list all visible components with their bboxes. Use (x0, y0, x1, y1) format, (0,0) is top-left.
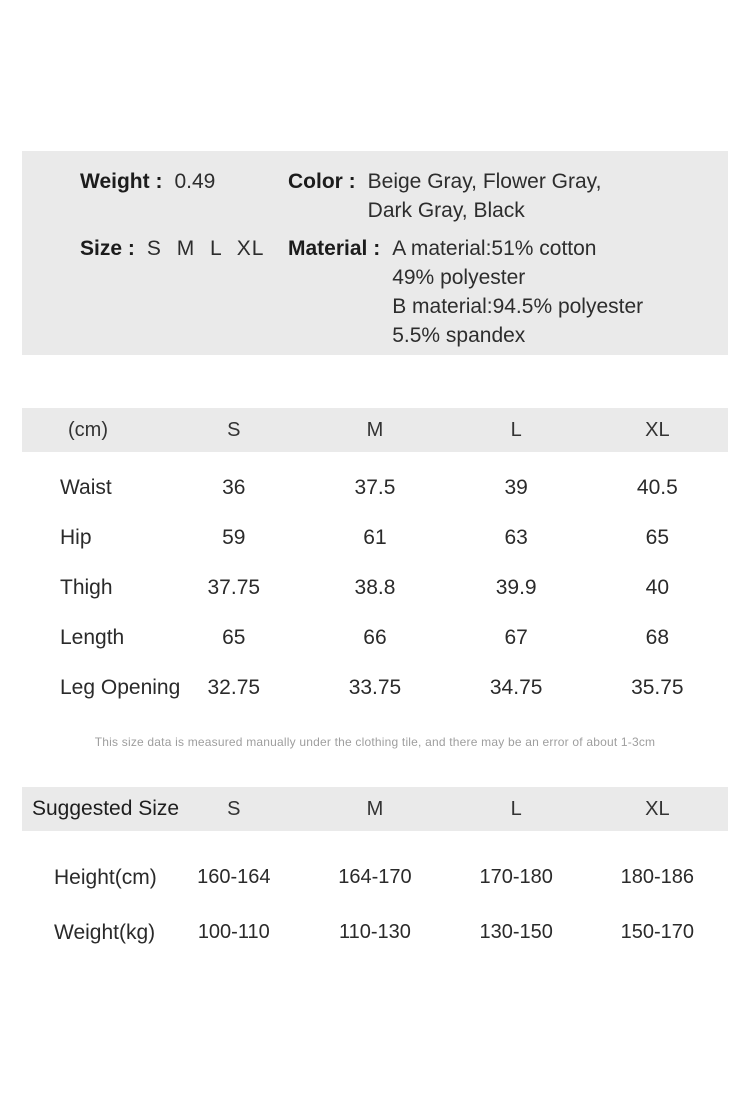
size-value: S M L XL (146, 237, 265, 260)
suggested-size-title: Suggested Size (32, 797, 180, 820)
table-row-waist (22, 463, 728, 513)
cell-value: 40.5 (636, 476, 678, 499)
material-label: Material : (288, 237, 381, 260)
cell-value: 40 (645, 576, 670, 599)
cell-value: 32.75 (207, 676, 261, 699)
weight-label: Weight : (80, 170, 163, 193)
cell-value: 150-170 (620, 921, 695, 943)
cell-value: 63 (504, 526, 528, 549)
cell-value: 65 (222, 626, 246, 649)
table-row-hip (22, 513, 728, 563)
table-row-height (22, 850, 728, 905)
suggested-size-header (22, 787, 728, 831)
material-value (392, 234, 643, 350)
table-row-thigh (22, 563, 728, 613)
cell-value: 39 (504, 476, 528, 499)
cell-value: 65 (645, 526, 670, 549)
cell-value: 66 (363, 626, 387, 649)
color-label: Color : (288, 170, 356, 193)
measurement-note: This size data is measured manually under the clothing tile, and there may be an error of about 1-3cm (94, 735, 656, 749)
cell-value: 59 (222, 526, 246, 549)
cell-value: 33.75 (348, 676, 402, 699)
product-info-grid (22, 151, 728, 350)
size-chart-table (22, 408, 728, 749)
cell-value: 67 (504, 626, 528, 649)
cell-value: 37.75 (207, 576, 261, 599)
weight-value: 0.49 (174, 170, 216, 193)
cell-value: 68 (645, 626, 670, 649)
product-info-panel (22, 151, 728, 355)
cell-value: 110-130 (339, 921, 411, 943)
row-label: Height(cm) (54, 865, 157, 889)
cell-value: 61 (363, 526, 387, 549)
material-line: 49% polyester (392, 266, 526, 289)
cell-value: 130-150 (479, 921, 553, 943)
row-label: Length (60, 626, 125, 649)
row-label: Waist (60, 476, 112, 499)
suggested-size-body (22, 850, 728, 960)
cell-value: 34.75 (489, 676, 543, 699)
row-label: Weight(kg) (54, 920, 156, 944)
color-line: Beige Gray, Flower Gray, (367, 170, 602, 193)
column-header-m: M (366, 418, 384, 441)
table-row-length (22, 613, 728, 663)
material-line: B material:94.5% polyester (392, 295, 644, 318)
color-value (368, 167, 602, 225)
column-header-s: S (227, 797, 241, 820)
column-header-l: L (510, 418, 522, 441)
color-line: Dark Gray, Black (367, 199, 525, 222)
table-row-weight (22, 905, 728, 960)
size-label: Size : (80, 237, 135, 260)
column-header-xl: XL (645, 418, 670, 441)
table-row-leg-opening (22, 663, 728, 713)
cell-value: 38.8 (354, 576, 396, 599)
suggested-size-table (22, 787, 728, 960)
row-label: Leg Opening (60, 676, 181, 699)
cell-value: 35.75 (631, 676, 684, 699)
cell-value: 164-170 (338, 866, 412, 888)
color-info (288, 167, 710, 225)
cell-value: 39.9 (495, 576, 537, 599)
cell-value: 160-164 (197, 866, 271, 888)
cell-value: 170-180 (479, 866, 553, 888)
material-line: 5.5% spandex (392, 324, 526, 347)
row-label: Hip (60, 526, 92, 549)
row-label: Thigh (60, 576, 113, 599)
column-header-m: M (366, 797, 384, 820)
weight-info (80, 167, 288, 225)
cell-value: 36 (222, 476, 246, 499)
cell-value: 100-110 (197, 921, 270, 943)
size-info (80, 234, 288, 350)
column-header-l: L (510, 797, 522, 820)
cell-value: 37.5 (354, 476, 396, 499)
size-chart-header (22, 408, 728, 452)
size-chart-body (22, 463, 728, 713)
cell-value: 180-186 (620, 866, 695, 888)
column-header-s: S (227, 418, 241, 441)
size-chart-unit-header: (cm) (68, 418, 108, 441)
column-header-xl: XL (645, 797, 670, 820)
material-line: A material:51% cotton (392, 237, 597, 260)
material-info (288, 234, 710, 350)
